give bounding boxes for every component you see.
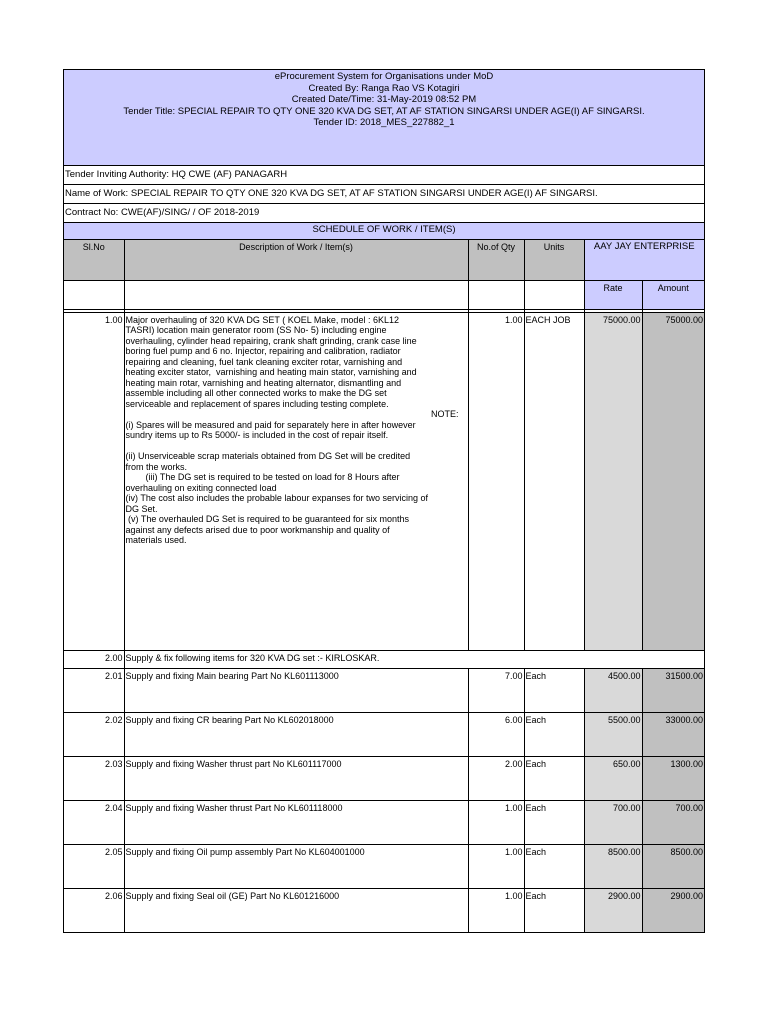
col-rate: Rate: [584, 280, 642, 309]
table-row: [64, 668, 704, 712]
description-line: (i) Spares will be measured and paid for separately here in after however: [125, 419, 416, 430]
description-line: assemble including all other connected works to make the DG set: [125, 388, 387, 398]
item-description: Supply and fixing Oil pump assembly Part No KL604001000: [124, 844, 468, 888]
table-row: [64, 888, 704, 932]
item-rate: 700.00: [584, 800, 642, 844]
item-qty: 7.00: [468, 668, 524, 712]
item-amount: 31500.00: [642, 668, 704, 712]
item-sl: 2.06: [64, 888, 124, 932]
col-sl: Sl.No: [64, 240, 124, 280]
description-line: overhauling on exiting connected load: [125, 482, 277, 493]
table-row: [64, 800, 704, 844]
item-unit: Each: [524, 756, 584, 800]
description-line: sundry items up to Rs 5000/- is included in the cost of repair itself.: [125, 430, 389, 440]
column-header-row: [64, 240, 704, 280]
description-line: DG Set.: [125, 503, 158, 514]
item-rate: 75000.00: [584, 312, 642, 650]
table-row: [64, 844, 704, 888]
description-line: serviceable and replacement of spares including testing complete.: [125, 398, 389, 409]
item-qty: 6.00: [468, 712, 524, 756]
table-row: [64, 756, 704, 800]
item-unit: Each: [524, 844, 584, 888]
item-unit: Each: [524, 712, 584, 756]
table-row: [64, 650, 704, 668]
tender-sheet: [63, 69, 705, 933]
item-rate: 8500.00: [584, 844, 642, 888]
item-description: Supply and fixing Washer thrust Part No KL601118000: [124, 800, 468, 844]
description-line: overhauling, cylinder head repairing, crank shaft grinding, crank case line: [125, 335, 417, 346]
item-amount: 75000.00: [642, 312, 704, 650]
description-line: [126, 441, 467, 452]
contract-number: Contract No: CWE(AF)/SING/ / OF 2018-2019: [64, 204, 704, 223]
col-qty: No.of Qty: [468, 240, 524, 280]
item-description: Supply and fixing Seal oil (GE) Part No KL601216000: [124, 888, 468, 932]
item-description: Supply & fix following items for 320 KVA DG set :- KIRLOSKAR.: [124, 650, 704, 668]
item-unit: Each: [524, 668, 584, 712]
item-amount: 1300.00: [642, 756, 704, 800]
item-qty: 1.00: [468, 844, 524, 888]
item-sl: 2.02: [64, 712, 124, 756]
description-line: (v) The overhauled DG Set is required to be guaranteed for six months: [125, 514, 409, 524]
item-sl: 2.01: [64, 668, 124, 712]
item-amount: 700.00: [642, 800, 704, 844]
item-sl: 2.03: [64, 756, 124, 800]
item-amount: 8500.00: [642, 844, 704, 888]
item-qty: 1.00: [468, 888, 524, 932]
item-unit: Each: [524, 888, 584, 932]
item-description: Supply and fixing Washer thrust part No KL601117000: [124, 756, 468, 800]
item-amount: 33000.00: [642, 712, 704, 756]
item-description: [124, 312, 468, 650]
created-by: Created By: Ranga Rao VS Kotagiri: [308, 82, 460, 94]
item-rate: 2900.00: [584, 888, 642, 932]
item-rate: 4500.00: [584, 668, 642, 712]
system-name: eProcurement System for Organisations under MoD: [274, 71, 494, 82]
schedule-title: SCHEDULE OF WORK / ITEM(S): [64, 223, 704, 240]
tender-id: Tender ID: 2018_MES_227882_1: [313, 117, 455, 128]
description-line: (iv) The cost also includes the probable labour expanses for two servicing of: [125, 493, 428, 503]
description-line: TASRI) location main generator room (SS No- 5) including engine: [125, 325, 387, 335]
rate-header-row: [64, 280, 704, 309]
note-label: NOTE:: [430, 409, 459, 419]
item-qty: 1.00: [468, 800, 524, 844]
item-sl: 1.00: [64, 312, 124, 650]
schedule-table: [64, 240, 704, 933]
col-vendor: AAY JAY ENTERPRISE: [584, 240, 704, 280]
item-rate: 650.00: [584, 756, 642, 800]
description-line: heating main rotar, varnishing and heating alternator, dismantling and: [125, 377, 402, 388]
description-line: materials used.: [125, 535, 187, 545]
description-line: against any defects arised due to poor workmanship and quality of: [125, 524, 390, 535]
tender-authority: Tender Inviting Authority: HQ CWE (AF) PANAGARH: [64, 166, 704, 185]
col-units: Units: [524, 240, 584, 280]
item-unit: EACH JOB: [524, 312, 584, 650]
item-sl: 2.04: [64, 800, 124, 844]
item-description: Supply and fixing CR bearing Part No KL602018000: [124, 712, 468, 756]
tender-title: Tender Title: SPECIAL REPAIR TO QTY ONE 320 KVA DG SET, AT AF STATION SINGARSI UNDER AGE(I) AF SINGARSI.: [123, 105, 645, 117]
item-sl: 2.00: [64, 650, 124, 668]
item-amount: 2900.00: [642, 888, 704, 932]
item-unit: Each: [524, 800, 584, 844]
description-line: heating exciter stator, varnishing and heating main stator, varnishing and: [125, 367, 417, 377]
col-desc: Description of Work / Item(s): [124, 240, 468, 280]
name-of-work: Name of Work: SPECIAL REPAIR TO QTY ONE 320 KVA DG SET, AT AF STATION SINGARSI UNDER AGE(I) AF SINGARSI.: [64, 185, 704, 204]
description-line: (iii) The DG set is required to be tested on load for 8 Hours after: [125, 472, 400, 482]
description-line: from the works.: [125, 461, 188, 472]
description-line: (ii) Unserviceable scrap materials obtained from DG Set will be credited: [125, 451, 411, 461]
description-line: boring fuel pump and 6 no. Injector, repairing and calibration, radiator: [125, 346, 401, 356]
document-header: [64, 69, 704, 166]
item-qty: 2.00: [468, 756, 524, 800]
table-row: [64, 312, 704, 650]
description-line: repairing and cleaning, fuel tank cleaning exciter rotar, varnishing and: [125, 356, 403, 367]
description-line: Major overhauling of 320 KVA DG SET ( KOEL Make, model : 6KL12: [125, 314, 399, 325]
item-qty: 1.00: [468, 312, 524, 650]
item-description: Supply and fixing Main bearing Part No KL601113000: [124, 668, 468, 712]
table-row: [64, 712, 704, 756]
item-sl: 2.05: [64, 844, 124, 888]
item-rate: 5500.00: [584, 712, 642, 756]
created-date: Created Date/Time: 31-May-2019 08:52 PM: [291, 94, 477, 105]
col-amount: Amount: [642, 280, 704, 309]
